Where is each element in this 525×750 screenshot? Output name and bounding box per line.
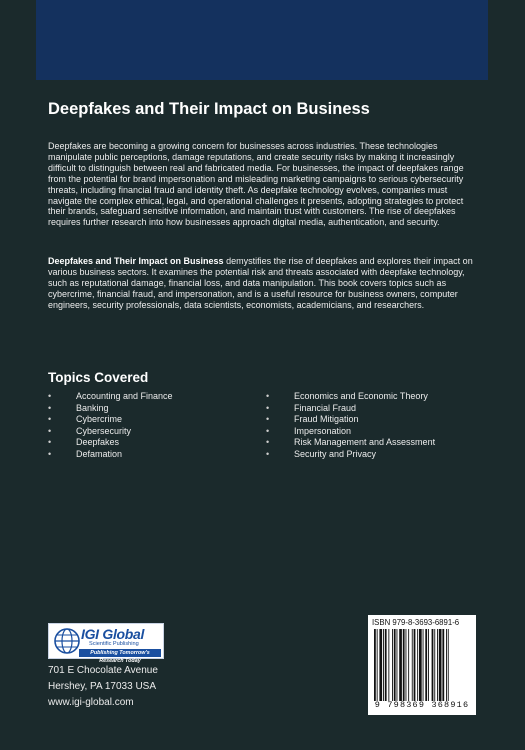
isbn-label: ISBN 979-8-3693-6891-6 [372,618,460,627]
description-paragraph-2-text: demystifies the rise of deepfakes and explores their impact on various business sectors. It examines the potential risk and threats associated with deepfake technology, such as reputational damage, financial loss, and data manipulation. This book covers topics such as cybercrime, financial fraud, and impersonation, and is a useful resource for business owners, computer engineers, security professionals, data scientists, economists, academicians, and researchers. [48,256,473,310]
barcode-digits: 9 798369 368916 [374,700,470,710]
globe-icon [53,627,81,655]
topic-item: • Cybersecurity [48,426,173,438]
topic-item: • Impersonation [266,426,435,438]
barcode [368,615,476,715]
barcode-bar [392,629,393,701]
barcode-bar [383,629,384,701]
description-book-title: Deepfakes and Their Impact on Business [48,256,224,266]
barcode-bar [388,629,389,701]
barcode-bar [417,629,418,701]
barcode-bar [425,629,427,701]
barcode-bar [419,629,422,701]
topic-item: • Defamation [48,449,173,461]
topic-item: • Deepfakes [48,437,173,449]
topics-list-right [266,391,435,461]
barcode-bar [442,629,444,701]
barcode-bar [423,629,424,701]
logo-name: IGI Global [81,626,145,642]
barcode-bars [374,629,470,701]
publisher-address [48,663,158,711]
barcode-bar [374,629,376,701]
topics-heading: Topics Covered [48,370,149,385]
barcode-bar [377,629,378,701]
barcode-bar [437,629,438,701]
barcode-bar [439,629,442,701]
topic-item: • Cybercrime [48,414,173,426]
description-paragraph-2 [48,256,480,311]
address-line-1: 701 E Chocolate Avenue [48,665,158,676]
topic-item: • Security and Privacy [266,449,435,461]
barcode-bar [379,629,382,701]
barcode-bar [414,629,416,701]
barcode-bar [397,629,398,701]
logo-subtitle: Scientific Publishing [89,641,139,647]
barcode-bar [399,629,402,701]
topic-item: • Fraud Mitigation [266,414,435,426]
barcode-bar [412,629,413,701]
topics-list-left [48,391,173,461]
barcode-bar [406,629,407,701]
topic-item: • Risk Management and Assessment [266,437,435,449]
barcode-bar [385,629,387,701]
publisher-website: www.igi-global.com [48,697,134,708]
description-paragraph-1: Deepfakes are becoming a growing concern for businesses across industries. These technologies manipulate public perceptions, damage reputations, and create security risks by making it increasingly difficult to distinguish between real and fabricated media. For businesses, the impact of deepfakes range from the potential for brand impersonation and misleading marketing campaigns to serious cybersecurity threats, including financial fraud and identity theft. As deepfake technology evolves, companies must navigate the complex ethical, legal, and operational challenges it presents, adopting strategies to protect their brands, safeguard sensitive information, and maintain trust with customers. The rise of deepfakes requires further research into how businesses approach digital media, authentication, and security. [48,141,464,228]
logo-tagline: Publishing Tomorrow's Research Today [79,649,161,657]
topic-item: • Accounting and Finance [48,391,173,403]
topic-item: • Financial Fraud [266,403,435,415]
barcode-bar [403,629,405,701]
barcode-bar [448,629,449,701]
barcode-bar [394,629,396,701]
barcode-bar [434,629,435,701]
book-title: Deepfakes and Their Impact on Business [48,100,370,118]
topic-item: • Economics and Economic Theory [266,391,435,403]
top-color-band [36,0,488,80]
topic-item: • Banking [48,403,173,415]
barcode-bar [408,629,409,701]
barcode-bar [446,629,447,701]
address-line-2: Hershey, PA 17033 USA [48,681,157,692]
barcode-bar [432,629,434,701]
publisher-logo [48,623,164,664]
barcode-bar [428,629,429,701]
